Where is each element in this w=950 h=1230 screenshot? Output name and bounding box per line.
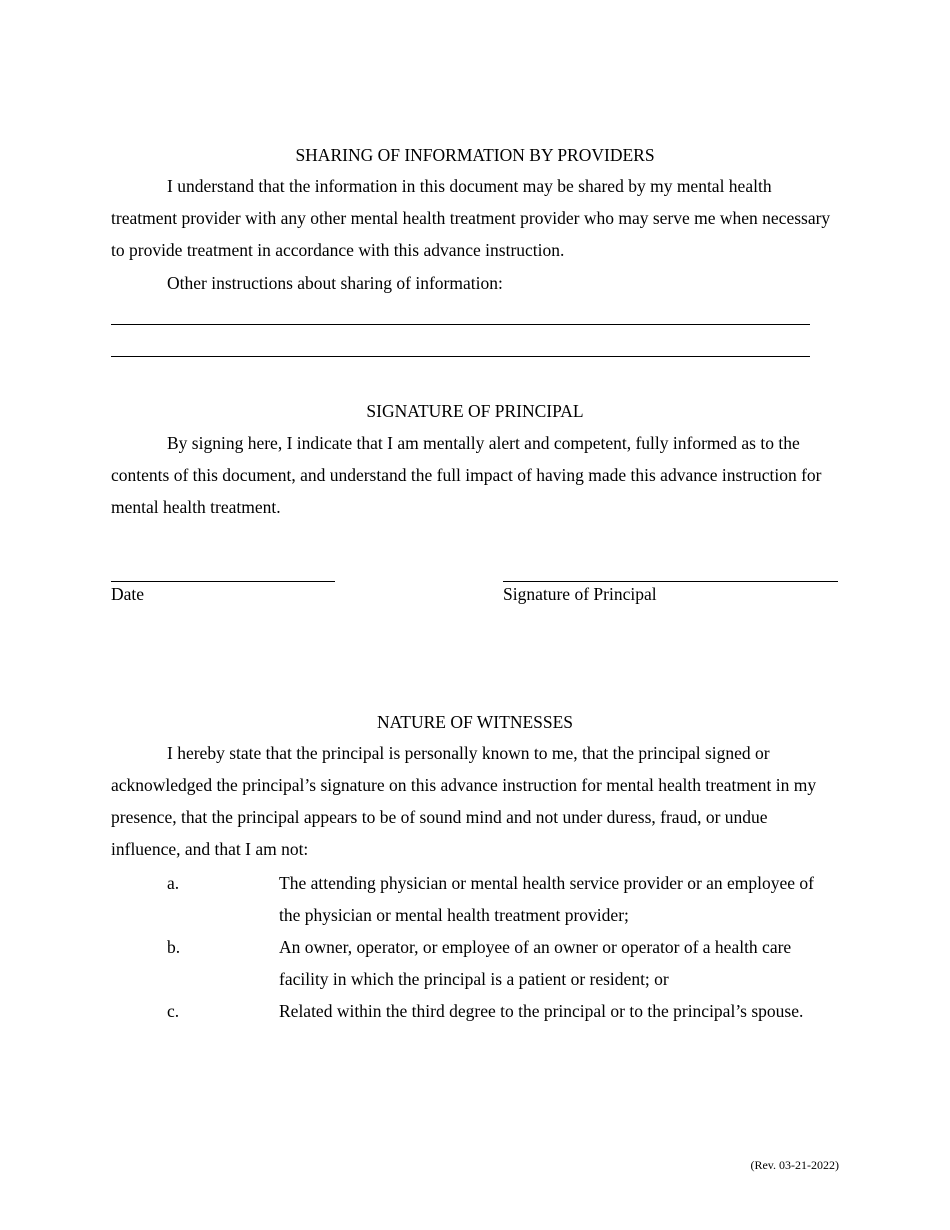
signature-paragraph: By signing here, I indicate that I am mentally alert and competent, fully informed as to the contents of this document, and understand the full impact of having made this advance instruction for mental health treatment. <box>111 433 822 517</box>
list-item-letter-c: c. <box>167 1001 180 1021</box>
sharing-heading: SHARING OF INFORMATION BY PROVIDERS <box>295 145 655 165</box>
principal-signature-line[interactable] <box>503 581 838 582</box>
date-label: Date <box>111 584 145 604</box>
list-item-text-b: An owner, operator, or employee of an owner or operator of a health care facility in which the principal is a patient or resident; or <box>279 937 792 989</box>
sharing-paragraph: I understand that the information in this document may be shared by my mental health treatment provider with any other mental health treatment provider who may serve me when necessary to provide treatment in accordance with this advance instruction. <box>111 176 831 260</box>
other-instructions-label: Other instructions about sharing of information: <box>167 273 503 293</box>
witnesses-heading: NATURE OF WITNESSES <box>376 712 574 732</box>
list-item-text-a: The attending physician or mental health service provider or an employee of the physician or mental health treatment provider; <box>279 873 815 925</box>
witnesses-paragraph: I hereby state that the principal is personally known to me, that the principal signed or acknowledged the principal’s signature on this advance instruction for mental health treatment in my presence, that the principal appears to be of sound mind and not under duress, fraud, or undue influence, and that I am not: <box>111 743 817 859</box>
other-instructions-line-2[interactable] <box>111 356 810 357</box>
list-item-letter-a: a. <box>167 873 180 893</box>
revision-date: (Rev. 03-21-2022) <box>750 1158 839 1172</box>
list-item-text-c: Related within the third degree to the principal or to the principal’s spouse. <box>279 1001 804 1021</box>
date-line[interactable] <box>111 581 335 582</box>
list-item-letter-b: b. <box>167 937 181 957</box>
principal-signature-label: Signature of Principal <box>503 584 657 604</box>
signature-heading: SIGNATURE OF PRINCIPAL <box>366 401 584 421</box>
other-instructions-line-1[interactable] <box>111 324 810 325</box>
